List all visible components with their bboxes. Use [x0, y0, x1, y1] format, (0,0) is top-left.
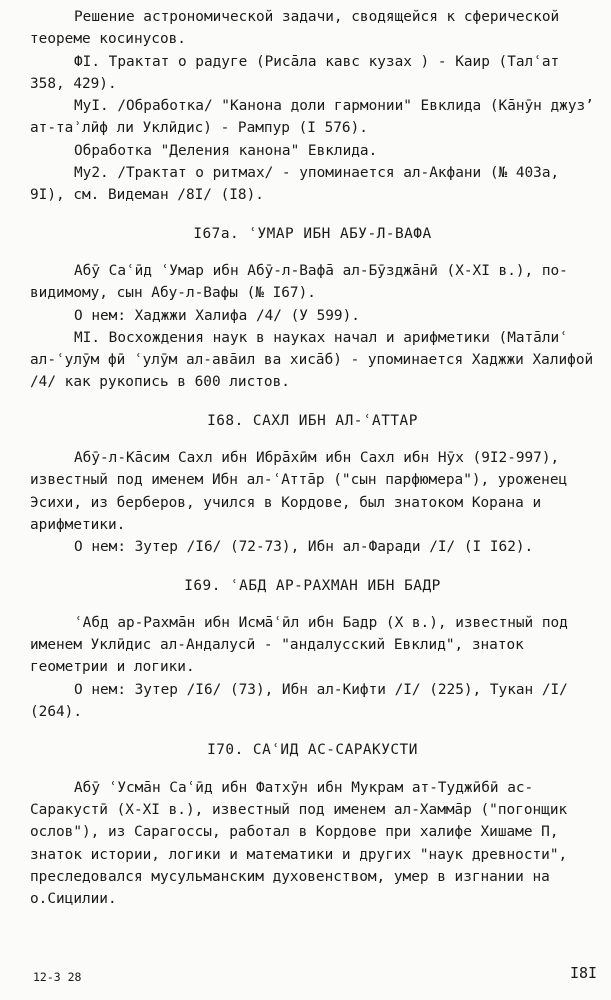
heading-170: I70. САʿИД АС-САРАКУСТИ: [207, 742, 418, 759]
paragraph-umar-bio: Абӯ Саʿӣд ʿУмар ибн Абӯ-л-Вафā ал-Бӯзджāнӣ (X-XI в.), по-видимому, сын Абу-л-Вафы (№ I67).: [30, 262, 568, 302]
paragraph-said-bio: Абӯ ʿУсмāн Саʿӣд ибн Фатхӯн ибн Мукрам ат-Туджӣбӣ ас-Саракустӣ (X-XI в.), известный под именем ал-Хаммāр ("погонщик ослов"), из Сарагоссы, работал в Кордове при халифе Хишаме П, знаток истории, логики и математики и других "наук древности", преследовался мусульманским духовенством, умер в изгнании на о.Сицилии.: [30, 779, 576, 908]
heading-167a: I67а. ʿУМАР ИБН АБУ-Л-ВАФА: [193, 225, 432, 242]
paragraph-umar-refs: О нем: Хаджжи Халифа /4/ (У 599).: [74, 307, 360, 324]
page-body: [30, 6, 603, 910]
paragraph-umar-work: МI. Восхождения наук в науках начал и арифметики (Матāлиʿ ал-ʿулӯм фӣ ʿулӯм ал-авāил ва хисāб) - упоминается Хаджжи Халифой /4/ как рукопись в 600 листов.: [30, 329, 602, 391]
heading-169: I69. ʿАБД АР-РАХМАН ИБН БАДР: [184, 577, 441, 594]
paragraph-intro: Решение астрономической задачи, сводящейся к сферической теореме косинусов.: [30, 9, 568, 48]
paragraph-canon-division: Обработка "Деления канона" Евклида.: [74, 142, 378, 159]
paragraph-sahl-refs: О нем: Зутер /I6/ (72-73), Ибн ал-Фаради /I/ (I I62).: [74, 539, 534, 556]
paragraph-sahl-bio: Абӯ-л-Кāсим Сахл ибн Ибрāхӣм ибн Сахл ибн Нӯх (9I2-997), известный под именем Ибн ал-ʿАттāр ("сын парфюмера"), уроженец Эсихи, из берберов, учился в Кордове, был знатоком Корана и арифметики.: [30, 450, 576, 533]
paragraph-rainbow-treatise: ФI. Трактат о радуге (Рисāла кавс кузах ) - Каир (Талʿат 358, 429).: [30, 53, 568, 92]
paragraph-canon-harmony: МуI. /Обработка/ "Канона доли гармонии" Евклида (Кāнӯн джуз’ ат-таʾлӣф ли Уклӣдис) - Рампур (I 576).: [30, 98, 603, 137]
footer-print-code: 12-3 28: [33, 970, 82, 984]
paragraph-abd-bio: ʿАбд ар-Рахмāн ибн Исмāʿӣл ибн Бадр (X в.), известный под именем Уклӣдис ал-Андалусӣ - "андалусский Евклид", знаток геометрии и логики.: [30, 614, 577, 676]
page-number: I8I: [570, 964, 598, 982]
paragraph-rhythms-treatise: Му2. /Трактат о ритмах/ - упоминается ал-Акфани (№ 403а, 9I), см. Видеман /8I/ (I8).: [30, 165, 568, 204]
paragraph-abd-refs: О нем: Зутер /I6/ (73), Ибн ал-Кифти /I/ (225), Тукан /I/ (264).: [30, 681, 577, 721]
heading-168: I68. САХЛ ИБН АЛ-ʿАТТАР: [207, 412, 418, 429]
